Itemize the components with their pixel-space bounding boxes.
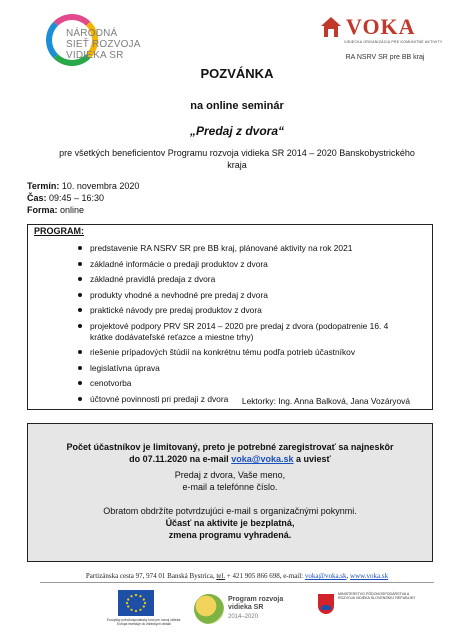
voka-wordmark: VOKA bbox=[346, 14, 416, 39]
eu-caption: Európsky poľnohospodársky fond pre rozvoj vidieka: Európa investuje do vidieckych oblastí bbox=[107, 618, 181, 627]
ministry-name: MINISTERSTVO PÔDOHOSPODÁRSTVA A ROZVOJA VIDIEKA SLOVENSKEJ REPUBLIKY bbox=[338, 592, 416, 601]
footer-email-link[interactable]: voka@voka.sk bbox=[304, 572, 347, 580]
date-value: 10. novembra 2020 bbox=[59, 181, 140, 191]
prv-emblem-icon bbox=[194, 594, 224, 624]
registration-line-1: Počet účastníkov je limitovaný, preto je potrebné zaregistrovať sa najneskôr bbox=[66, 442, 394, 452]
form-row bbox=[27, 204, 139, 216]
ministry-logo bbox=[318, 592, 418, 628]
audience-text: pre všetkých beneficientov Programu rozvoja vidieka SR 2014 – 2020 Banskobystrického kraja bbox=[59, 148, 415, 170]
bullet-icon bbox=[78, 277, 82, 281]
registration-box bbox=[27, 423, 433, 562]
program-box bbox=[27, 224, 433, 410]
program-item-text: praktické návody pre predaj produktov z dvora bbox=[90, 305, 262, 315]
voka-house-icon bbox=[320, 16, 342, 38]
registration-email-link[interactable]: voka@voka.sk bbox=[231, 454, 294, 464]
program-item bbox=[28, 274, 432, 285]
event-details bbox=[27, 180, 139, 216]
footer-tel-value: + 421 905 866 698, e-mail: bbox=[225, 572, 305, 580]
slovak-coat-of-arms-icon bbox=[318, 594, 334, 614]
date-row bbox=[27, 180, 139, 192]
bullet-icon bbox=[78, 397, 82, 401]
program-item bbox=[28, 259, 432, 270]
program-item-text: cenotvorba bbox=[90, 378, 132, 388]
program-item bbox=[28, 363, 432, 374]
bullet-icon bbox=[78, 262, 82, 266]
registration-line-3: Predaj z dvora, Vaše meno, bbox=[174, 470, 286, 480]
bullet-icon bbox=[78, 246, 82, 250]
registration-deadline: do 07.11.2020 na e-mail bbox=[129, 454, 232, 464]
prv-years: 2014–2020 bbox=[228, 614, 259, 620]
nsrv-logo-line-2: SIEŤ ROZVOJA bbox=[66, 39, 141, 50]
registration-line-4: e-mail a telefónne číslo. bbox=[182, 482, 278, 492]
program-item-text: účtovné povinnosti pri predaji z dvora bbox=[90, 393, 229, 404]
registration-line-6: Účasť na aktivite je bezplatná, bbox=[165, 518, 295, 528]
form-label: Forma: bbox=[27, 205, 58, 215]
program-item bbox=[28, 378, 432, 389]
program-item bbox=[28, 321, 432, 343]
bullet-icon bbox=[78, 308, 82, 312]
footer-divider bbox=[40, 582, 434, 583]
program-item bbox=[28, 347, 432, 358]
program-heading: PROGRAM: bbox=[34, 226, 84, 236]
program-item-text: základné pravidlá predaja z dvora bbox=[90, 274, 216, 284]
bullet-icon bbox=[78, 381, 82, 385]
program-item-text: produkty vhodné a nevhodné pre predaj z dvora bbox=[90, 289, 268, 300]
voka-logo bbox=[318, 14, 448, 64]
date-label: Termín: bbox=[27, 181, 60, 191]
voka-subtitle: VIDIECKA ORGANIZÁCIA PRE KOMUNITNÉ AKTIVITY bbox=[344, 40, 443, 44]
footer-tel-label: tel. bbox=[216, 572, 226, 580]
program-item bbox=[28, 243, 432, 254]
lecturers: Lektorky: Ing. Anna Balková, Jana Vozáryová bbox=[241, 396, 410, 406]
page-subtitle: na online seminár bbox=[190, 100, 284, 112]
footer-contact bbox=[40, 572, 434, 580]
program-item-text: legislatívna úprava bbox=[90, 362, 160, 373]
prv-logo bbox=[194, 590, 304, 630]
voka-region: RA NSRV SR pre BB kraj bbox=[345, 54, 425, 61]
bullet-icon bbox=[78, 293, 82, 297]
program-item bbox=[28, 290, 432, 301]
page-title: POZVÁNKA bbox=[200, 66, 274, 81]
program-item-text: základné informácie o predaji produktov z dvora bbox=[90, 258, 268, 269]
bullet-icon bbox=[78, 366, 82, 370]
program-item-text: projektové podpory PRV SR 2014 – 2020 pre predaj z dvora (podopatrenie 16. 4 bbox=[90, 320, 389, 331]
nsrv-logo bbox=[46, 14, 166, 74]
registration-line-5: Obratom obdržíte potvrdzujúci e-mail s organizačnými pokynmi. bbox=[103, 506, 357, 516]
footer-address: Partizánska cesta 97, 974 01 Banská Bystrica, bbox=[85, 572, 217, 580]
time-row bbox=[27, 192, 139, 204]
registration-line-2-end: a uviesť bbox=[293, 454, 331, 464]
program-item-text: predstavenie RA NSRV SR pre BB kraj, plánované aktivity na rok 2021 bbox=[90, 243, 353, 253]
program-list bbox=[28, 243, 432, 409]
registration-line-7: zmena programu vyhradená. bbox=[168, 530, 292, 540]
nsrv-logo-line-1: NÁRODNÁ bbox=[66, 28, 118, 39]
registration-line-2 bbox=[28, 453, 432, 465]
nsrv-logo-line-3: VIDIEKA SR bbox=[66, 50, 124, 61]
form-value: online bbox=[57, 205, 85, 215]
program-item-text: riešenie prípadových štúdií na konkrétnu tému podľa potrieb účastníkov bbox=[90, 347, 356, 357]
nsrv-logo-text bbox=[66, 28, 141, 61]
prv-title: Program rozvoja vidieka SR bbox=[228, 596, 284, 611]
program-item bbox=[28, 305, 432, 316]
event-name: „Predaj z dvora“ bbox=[189, 124, 285, 138]
footer-web-link[interactable]: www.voka.sk bbox=[350, 572, 389, 580]
time-label: Čas: bbox=[27, 193, 47, 203]
program-item-continuation: krátke dodávateľské reťazce a miestne trhy) bbox=[90, 331, 254, 342]
footer-separator: , bbox=[346, 572, 351, 580]
eu-logo bbox=[104, 590, 184, 634]
bullet-icon bbox=[78, 350, 82, 354]
bullet-icon bbox=[78, 324, 82, 328]
eu-flag-icon bbox=[118, 590, 154, 616]
time-value: 09:45 – 16:30 bbox=[46, 193, 105, 203]
